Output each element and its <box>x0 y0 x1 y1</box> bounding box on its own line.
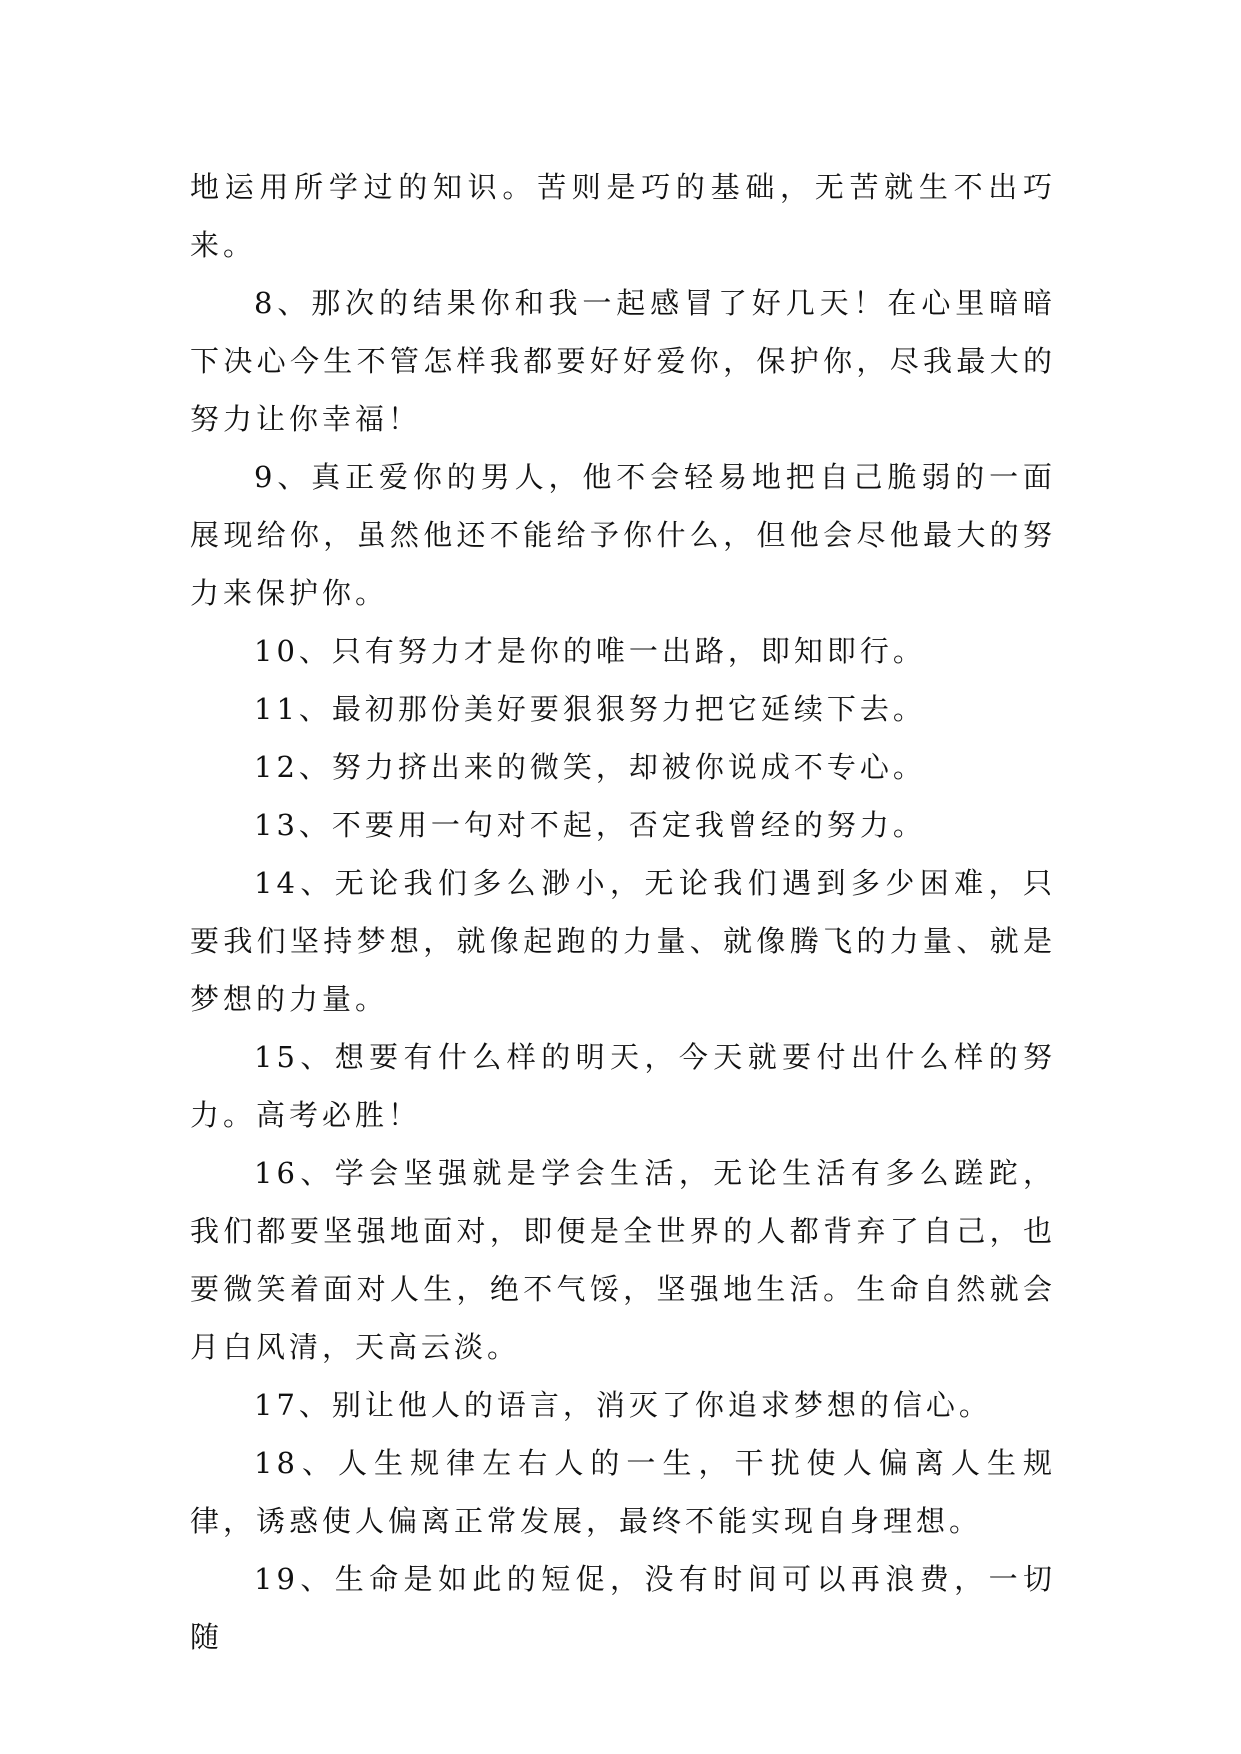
paragraph-16: 16、学会坚强就是学会生活，无论生活有多么蹉跎，我们都要坚强地面对，即便是全世界的人都背弃了自己，也要微笑着面对人生，绝不气馁，坚强地生活。生命自然就会月白风清，天高云淡。 <box>190 1156 1056 1364</box>
paragraph-continuation: 地运用所学过的知识。苦则是巧的基础，无苦就生不出巧来。 <box>190 170 1056 262</box>
paragraph-18: 18、人生规律左右人的一生，干扰使人偏离人生规律，诱惑使人偏离正常发展，最终不能实现自身理想。 <box>190 1446 1056 1538</box>
paragraph-19: 19、生命是如此的短促，没有时间可以再浪费，一切随 <box>190 1562 1056 1654</box>
paragraph-17: 17、别让他人的语言，消灭了你追求梦想的信心。 <box>254 1388 992 1422</box>
paragraph-13: 13、不要用一句对不起，否定我曾经的努力。 <box>254 808 926 842</box>
paragraph-15: 15、想要有什么样的明天，今天就要付出什么样的努力。高考必胜！ <box>190 1040 1056 1132</box>
paragraph-10: 10、只有努力才是你的唯一出路，即知即行。 <box>254 634 926 668</box>
paragraph-14: 14、无论我们多么渺小，无论我们遇到多少困难，只要我们坚持梦想，就像起跑的力量、就像腾飞的力量、就是梦想的力量。 <box>190 866 1056 1016</box>
paragraph-12: 12、努力挤出来的微笑，却被你说成不专心。 <box>254 750 926 784</box>
document-body <box>190 158 1056 1666</box>
paragraph-9: 9、真正爱你的男人，他不会轻易地把自己脆弱的一面展现给你，虽然他还不能给予你什么，但他会尽他最大的努力来保护你。 <box>190 460 1056 610</box>
paragraph-8: 8、那次的结果你和我一起感冒了好几天！在心里暗暗下决心今生不管怎样我都要好好爱你，保护你，尽我最大的努力让你幸福！ <box>190 286 1056 436</box>
paragraph-11: 11、最初那份美好要狠狠努力把它延续下去。 <box>254 692 926 726</box>
